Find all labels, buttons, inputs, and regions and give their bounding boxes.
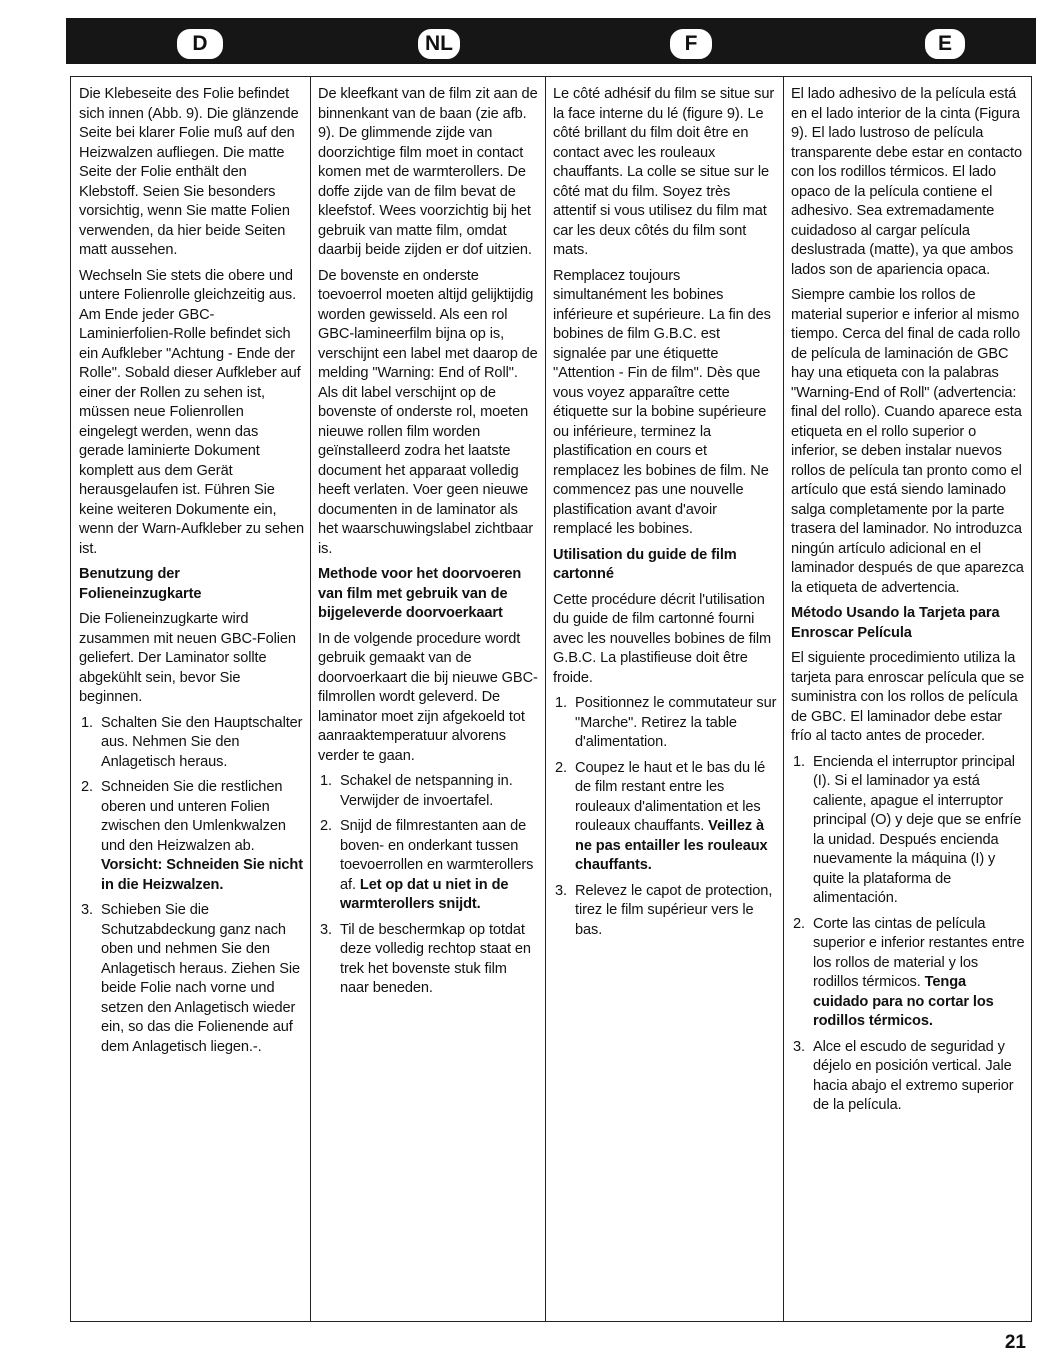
list-item [791,915,1025,1032]
step-warning: Tenga cuidado para no cortar los rodillos térmicos. [813,974,994,1029]
list-item [79,714,304,773]
step-text: Encienda el interruptor principal (I). Si el laminador ya está caliente, apague el interruptor principal (O) y deje que se enfríe la unidad. Después encienda nuevamente la máquina (I) y quite la plataforma de alimentación. [813,753,1022,906]
language-badge-es: E [925,29,965,59]
step-list [318,772,539,999]
step-text: Positionnez le commutateur sur "Marche". Retirez la table d'alimentation. [575,695,777,750]
step-text: Alce el escudo de seguridad y déjelo en posición vertical. Jale hacia abajo el extremo superior de la película. [813,1038,1014,1113]
step-number: 1. [320,773,332,789]
step-text: Schalten Sie den Hauptschalter aus. Nehmen Sie den Anlagetisch heraus. [101,714,303,770]
step-number: 2. [793,915,805,932]
list-item [318,772,539,811]
list-item [791,1038,1025,1116]
step-number: 1. [555,695,567,711]
list-item [318,817,539,915]
step-text: Til de beschermkap op totdat deze volledig rechtop staat en trek het bovenste stuk film naar beneden. [340,921,531,996]
paragraph: In de volgende procedure wordt gebruik gemaakt van de doorvoerkaart die bij nieuwe GBC-filmrollen wordt geleverd. De laminator moet zijn afgekoeld tot aanraaktemperatuur alvorens verder te gaan. [318,630,538,764]
paragraph: Cette procédure décrit l'utilisation du guide de film cartonné fourni avec les nouvelles bobines de film G.B.C. La plastifieuse doit être froide. [553,591,772,686]
list-item [553,759,777,876]
step-text: Schneiden Sie die restlichen oberen und unteren Folien zwischen den Umlenkwalzen und den Heizwalzen ab. [101,779,286,854]
paragraph: Wechseln Sie stets die obere und untere Folienrolle gleichzeitig aus. Am Ende jeder GBC-Laminierfolien-Rolle befindet sich ein Aufkleber "Achtung - Ende der Rolle". Sobald dieser Aufkleber auf einer der Rollen zu sehen ist, müssen neue Folienrollen eingelegt werden, wenn das gerade laminierte Dokument komplett aus dem Gerät herausgelaufen ist. Führen Sie keine weiteren Dokumente ein, wenn der Warn-Aufkleber zu sehen ist. [79,267,305,557]
step-number: 3. [320,921,332,938]
column-dutch [310,85,545,1317]
step-number: 2. [81,779,93,795]
language-badge-fr: F [670,29,712,59]
language-header-bar [66,18,1036,64]
step-text: Coupez le haut et le bas du lé de film restant entre les rouleaux d'alimentation et les rouleaux chauffants. [575,759,766,834]
step-number: 3. [555,882,567,899]
column-spanish [783,85,1031,1317]
section-heading: Benutzung der Folieneinzugkarte [79,566,202,602]
list-item [791,753,1025,909]
step-text: Snijd de filmrestanten aan de boven- en onderkant tussen toevoerrollen en warmterollers af. [340,818,534,893]
step-text: Relevez le capot de protection, tirez le film supérieur vers le bas. [575,882,773,938]
list-item [79,901,304,1057]
section-heading: Methode voor het doorvoeren van film met gebruik van de bijgeleverde doorvoerkaart [318,566,522,621]
column-german [71,85,310,1317]
step-number: 2. [320,818,332,834]
step-list [79,714,304,1058]
language-badge-de: D [177,29,223,59]
step-text: Schakel de netspanning in. Verwijder de invoertafel. [340,773,513,809]
paragraph: Le côté adhésif du film se situe sur la face interne du lé (figure 9). Le côté brillant du film doit être en contact avec les rouleaux chauffants. La colle se situe sur le côté mat du film. Soyez très attentif si vous utilisez du film mat car les deux côtés du film sont mats. [553,86,775,258]
paragraph: De kleefkant van de film zit aan de binnenkant van de baan (zie afb. 9). De glimmende zijde van doorzichtige film moet in contact komen met de warmterollers. De doffe zijde van de film bevat de kleefstof. Wees voorzichtig bij het gebruik van matte film, omdat daarbij beide zijden er dof uitzien. [318,86,538,258]
list-item [79,778,304,895]
list-item [553,882,777,941]
section-heading: Método Usando la Tarjeta para Enroscar Película [791,605,1000,641]
page-number: 21 [1004,1332,1026,1353]
list-item [553,694,777,753]
step-warning: Veillez à ne pas entailler les rouleaux chauffants. [575,818,768,873]
list-item [318,921,539,999]
step-number: 1. [793,753,805,770]
column-french [545,85,783,1317]
step-list [553,694,777,940]
step-number: 1. [81,714,93,731]
section-heading: Utilisation du guide de film cartonné [553,546,737,582]
paragraph: Die Folieneinzugkarte wird zusammen mit neuen GBC-Folien geliefert. Der Laminator sollte abgekühlt sein, bevor Sie beginnen. [79,611,296,705]
step-warning: Let op dat u niet in de warmterollers snijdt. [340,876,509,912]
step-number: 3. [793,1038,805,1055]
content-frame [70,76,1032,1322]
paragraph: Die Klebeseite des Folie befindet sich innen (Abb. 9). Die glänzende Seite bei klarer Folie muß auf den Heizwalzen aufliegen. Die matte Seite der Folie enthält den Klebstoff. Seien Sie besonders vorsichtig, wenn Sie matte Folien verwenden, da hier beide Seiten matt aussehen. [79,86,299,258]
step-text: Corte las cintas de película superior e inferior restantes entre los rollos de material y los rodillos térmicos. [813,915,1025,990]
paragraph: El lado adhesivo de la película está en el lado interior de la cinta (Figura 9). El lado lustroso de película transparente debe estar en contacto con los rodillos térmicos. El lado opaco de la película contiene el adhesivo. Sea extremadamente cuidadoso al cargar película deslustrada (matte), ya que ambos lados son de apariencia opaca. [791,86,1022,278]
paragraph: Siempre cambie los rollos de material superior e inferior al mismo tiempo. Cerca del final de cada rollo de película de laminación de GBC hay una etiqueta con la palabras "Warning-End of Roll" (advertencia: final del rollo). Cuando aparece esta etiqueta en el rollo superior o inferior, se deben instalar nuevos rollos de película tan pronto como el artículo que está siendo laminado salga completamente por la parte trasera del laminador. No introduzca ningún artículo adicional en el laminador después de que aparezca la etiqueta de advertencia. [791,287,1024,596]
paragraph: El siguiente procedimiento utiliza la tarjeta para enroscar película que se suministra con los rollos de película de GBC. El laminador debe estar frío al tacto antes de proceder. [791,650,1025,744]
step-warning: Vorsicht: Schneiden Sie nicht in die Heizwalzen. [101,857,303,893]
paragraph: Remplacez toujours simultanément les bobines inférieure et supérieure. La fin des bobines de film G.B.C. est signalée par une étiquette "Attention - Fin de film". Dès que vous voyez apparaître cette étiquette sur la bobine supérieure ou inférieure, terminez la plastification en cours et remplacez les bobines de film. Ne commencez pas une nouvelle plastification avant d'avoir remplacé les bobines. [553,267,771,537]
step-number: 2. [555,759,567,776]
step-text: Schieben Sie die Schutzabdeckung ganz nach oben und nehmen Sie den Anlagetisch heraus. Ziehen Sie beide Folie nach vorne und setzen den Anlagetisch wieder ein, so das die Folienende auf dem Anlagetisch liegen.-. [101,902,301,1055]
paragraph: De bovenste en onderste toevoerrol moeten altijd gelijktijdig worden gewisseld. Als een rol GBC-lamineerfilm bijna op is, verschijnt een label met daarop de melding "Warning: End of Roll". Als dit label verschijnt op de bovenste of onderste rol, moeten nieuwe rollen film worden geïnstalleerd zodra het laatste document het apparaat volledig heeft verlaten. Voer geen nieuwe documenten in de laminator als het waarschuwingslabel zichtbaar is. [318,267,538,557]
language-badge-nl: NL [418,29,460,59]
step-number: 3. [81,902,93,918]
step-list [791,753,1025,1116]
